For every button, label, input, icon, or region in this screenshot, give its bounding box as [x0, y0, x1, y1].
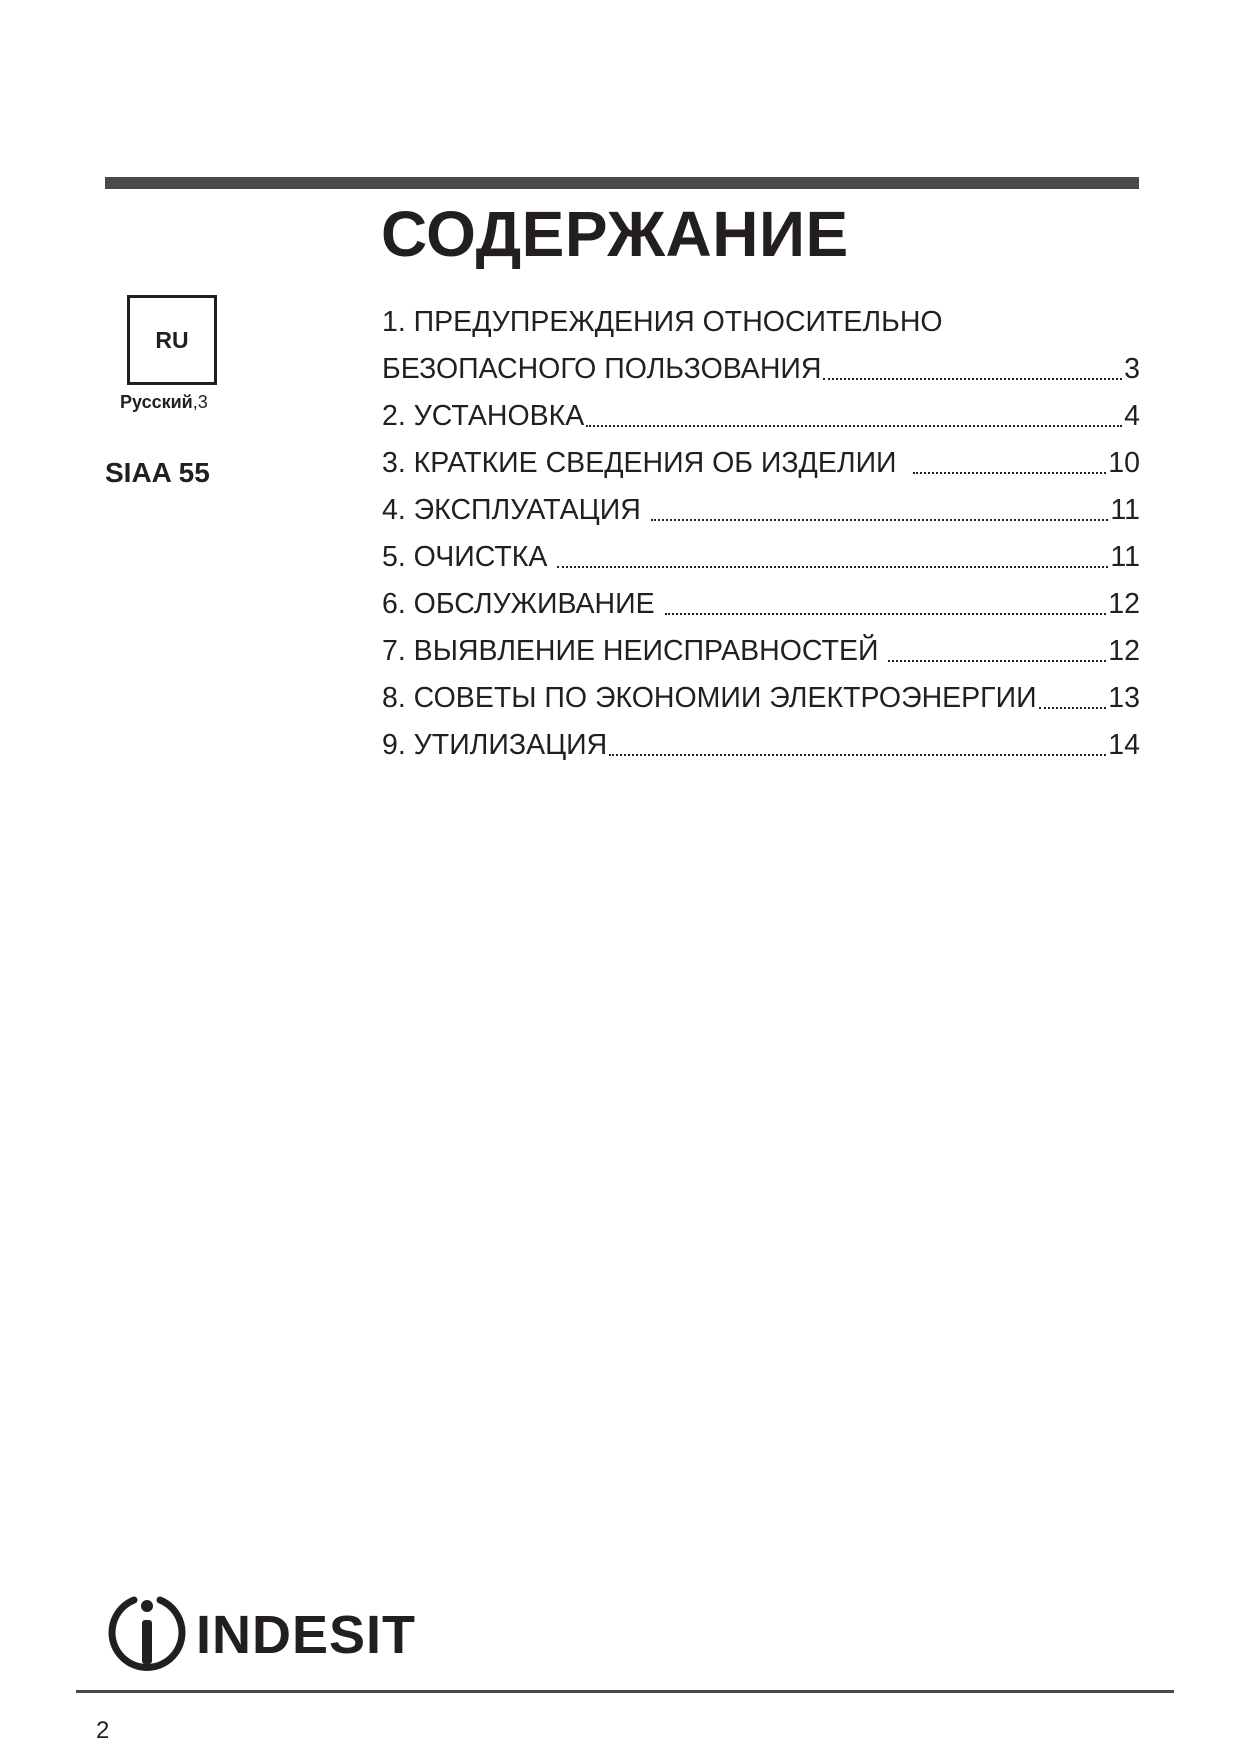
toc-item-6[interactable]: [382, 574, 1140, 621]
toc-item-label: 3. КРАТКИЕ СВЕДЕНИЯ ОБ ИЗДЕЛИИ: [382, 447, 897, 479]
toc-item-label: 2. УСТАНОВКА: [382, 400, 585, 432]
page-number: 2: [96, 1717, 110, 1744]
toc-item-page: 13: [1108, 682, 1140, 714]
toc-item-4[interactable]: [382, 480, 1140, 527]
toc-item-7[interactable]: [382, 621, 1140, 668]
toc-item-page: 4: [1124, 400, 1140, 432]
toc-item-2[interactable]: [382, 386, 1140, 433]
dot-leader: [609, 754, 1106, 756]
toc-item-label: 5. ОЧИСТКА: [382, 541, 548, 573]
language-code: RU: [155, 326, 189, 353]
toc-item-label: 6. ОБСЛУЖИВАНИЕ: [382, 588, 655, 620]
dot-leader: [823, 378, 1122, 380]
toc-item-page: 14: [1108, 729, 1140, 761]
language-code-box: [127, 295, 217, 385]
toc-item-page: 11: [1110, 494, 1140, 526]
toc-item-label: 8. СОВЕТЫ ПО ЭКОНОМИИ ЭЛЕКТРОЭНЕРГИИ: [382, 682, 1037, 714]
page-title: СОДЕРЖАНИЕ: [381, 198, 849, 270]
toc-item-page: 10: [1108, 447, 1140, 479]
dot-leader: [586, 425, 1122, 427]
toc-item-label: 1. ПРЕДУПРЕЖДЕНИЯ ОТНОСИТЕЛЬНО: [382, 306, 943, 338]
dot-leader: [913, 472, 1107, 474]
brand-logo: [104, 1590, 417, 1680]
toc-item-page: 12: [1108, 635, 1140, 667]
dot-leader: [651, 519, 1109, 521]
toc-item-label: 7. ВЫЯВЛЕНИЕ НЕИСПРАВНОСТЕЙ: [382, 635, 879, 667]
toc-item-9[interactable]: [382, 715, 1140, 762]
language-page-ref: ,3: [192, 392, 208, 412]
toc-item-label: 4. ЭКСПЛУАТАЦИЯ: [382, 494, 641, 526]
bottom-divider: [76, 1690, 1174, 1693]
language-caption: [120, 390, 208, 414]
dot-leader: [557, 566, 1108, 568]
top-divider: [105, 177, 1139, 189]
dot-leader: [888, 660, 1106, 662]
toc-item-3[interactable]: [382, 433, 1140, 480]
language-name: Русский: [120, 392, 193, 412]
toc-item-page: 3: [1124, 353, 1140, 385]
toc-item-label: 9. УТИЛИЗАЦИЯ: [382, 729, 608, 761]
dot-leader: [665, 613, 1107, 615]
toc-item-page: 11: [1110, 541, 1140, 573]
toc-item-8[interactable]: [382, 668, 1140, 715]
model-name: SIAA 55: [105, 457, 210, 488]
toc-item-5[interactable]: [382, 527, 1140, 574]
toc-item-label-continued: БЕЗОПАСНОГО ПОЛЬЗОВАНИЯ: [382, 353, 822, 385]
indesit-logo-icon: [104, 1590, 190, 1676]
toc-item-1[interactable]: [382, 304, 1140, 386]
toc-item-page: 12: [1108, 588, 1140, 620]
brand-name: INDESIT: [196, 1605, 417, 1665]
dot-leader: [1039, 707, 1107, 709]
table-of-contents: [382, 304, 1140, 762]
